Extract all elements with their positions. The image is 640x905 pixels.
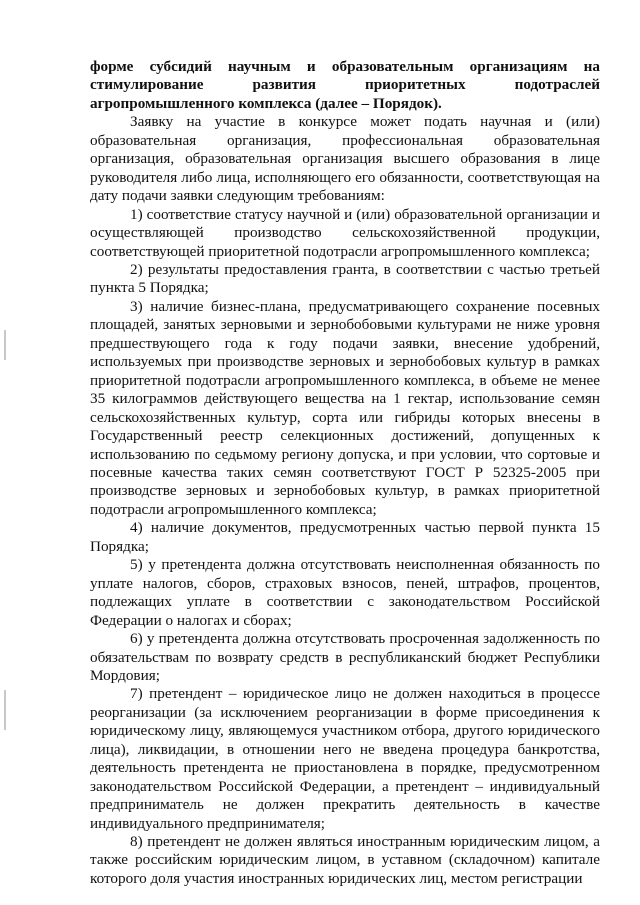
requirement-item-6: 6) у претендента должна отсутствовать просроченная задолженность по обязательствам по возврату средств в республиканский бюджет Республики Мордовия; xyxy=(90,630,600,684)
requirement-item-7: 7) претендент – юридическое лицо не должен находиться в процессе реорганизации (за исключением реорганизации в форме присоединения к юридическому лицу, являющемуся участником отбора, другого юридического лица), ликвидации, в отношении него не введена процедура банкротства, деятельность претендента не приостановлена в порядке, предусмотренном законодательством Российской Федерации, а претендент – индивидуальный предприниматель не должен прекратить деятельность в качестве индивидуального предпринимателя; xyxy=(90,685,600,832)
requirement-item-5: 5) у претендента должна отсутствовать неисполненная обязанность по уплате налогов, сборов, страховых взносов, пеней, штрафов, процентов, подлежащих уплате в соответствии с законодательством Российской Федерации о налогах и сборах; xyxy=(90,556,600,629)
scan-artifact xyxy=(4,330,6,360)
requirement-item-2: 2) результаты предоставления гранта, в соответствии с частью третьей пункта 5 Порядка; xyxy=(90,260,600,297)
requirement-item-1: 1) соответствие статусу научной и (или) образовательной организации и осуществляющей производство сельскохозяйственной продукции, соответствующей приоритетной подотрасли агропромышленного комплекса; xyxy=(90,205,600,260)
scan-artifact xyxy=(4,690,6,730)
document-heading: форме субсидий научным и образовательным организациям на стимулирование развития приоритетных подотраслей агропромышленного комплекса (далее – Порядок). xyxy=(90,58,600,112)
requirement-item-3: 3) наличие бизнес-плана, предусматривающего сохранение посевных площадей, занятых зерновыми и зернобобовыми культурами не ниже уровня предшествующего года к году подачи заявки, внесение удобрений, используемых при производстве зерновых и зернобобовых культур в рамках приоритетной подотрасли агропромышленного комплекса, в объеме не менее 35 килограммов действующего вещества на 1 гектар, использование семян сельскохозяйственных культур, сорта или гибриды которых внесены в Государственный реестр селекционных достижений, допущенных к использованию по седьмому региону допуска, и при условии, что сортовые и посевные качества таких семян соответствуют ГОСТ Р 52325-2005 при производстве зерновых и зернобобовых культур, в рамках приоритетной подотрасли агропромышленного комплекса; xyxy=(90,297,600,518)
intro-paragraph: Заявку на участие в конкурсе может подать научная и (или) образовательная организация, профессиональная образовательная организация, образовательная организация высшего образования в лице руководителя либо лица, исполняющего его обязанности, соответствующая на дату подачи заявки следующим требованиям: xyxy=(90,113,600,205)
requirement-item-4: 4) наличие документов, предусмотренных частью первой пункта 15 Порядка; xyxy=(90,519,600,555)
requirement-item-8: 8) претендент не должен являться иностранным юридическим лицом, а также российским юридическим лицом, в уставном (складочном) капитале которого доля участия иностранных юридических лиц, местом регистрации xyxy=(90,833,600,887)
